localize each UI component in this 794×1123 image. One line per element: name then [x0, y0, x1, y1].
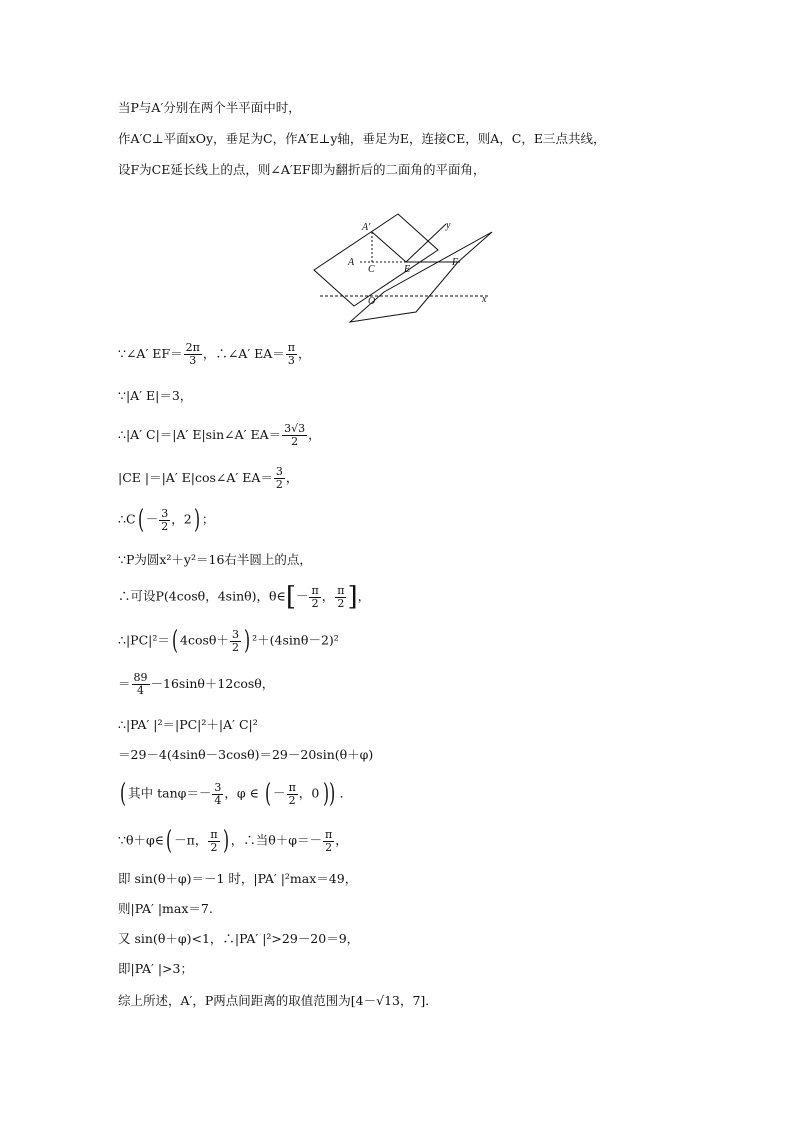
- text-line-1: 当P与A′分别在两个半平面中时，: [118, 100, 301, 115]
- fraction: [309, 585, 320, 610]
- seg: ，: [298, 346, 311, 361]
- seg: 4cosθ＋: [180, 632, 229, 648]
- text-line-6: [118, 423, 321, 448]
- paren: ): [243, 626, 251, 656]
- frac-den: 2: [337, 596, 345, 610]
- y-axis: [406, 224, 446, 262]
- seg: －16sinθ＋12cosθ，: [150, 676, 275, 691]
- seg: －π: [174, 832, 195, 848]
- seg: ，: [285, 470, 299, 485]
- label-a: A: [348, 257, 355, 268]
- frac-num: π: [287, 341, 296, 354]
- frac-den: 2: [231, 640, 239, 654]
- seg: ∴|A′ C|＝|A′ E|sin∠A′ EA＝: [118, 427, 282, 442]
- frac-num: π: [311, 583, 319, 597]
- frac-num: 89: [133, 671, 148, 684]
- seg: ∵θ＋φ∈: [118, 832, 164, 848]
- seg: ；: [201, 511, 215, 527]
- fraction: [282, 423, 307, 448]
- fraction: [274, 466, 285, 491]
- seg: ．: [339, 785, 353, 801]
- fraction: [287, 782, 298, 807]
- frac-num: 3√3: [284, 422, 306, 435]
- label-x: x: [482, 294, 487, 305]
- seg: ∴可设P(4cosθ，4sinθ)，θ∈: [118, 588, 286, 604]
- paren: ): [193, 505, 200, 535]
- fraction: [286, 342, 297, 367]
- fraction: [323, 829, 334, 854]
- seg: ，: [335, 832, 348, 848]
- seg: ，∴∠A′ EA＝: [202, 346, 285, 361]
- paren: (: [171, 626, 178, 656]
- seg: ，φ ∈: [224, 785, 259, 801]
- paren: (: [120, 779, 127, 809]
- text-line-20: 即|PA′ |>3；: [118, 961, 193, 976]
- seg: 0: [311, 785, 320, 801]
- text-line-16: ∵θ＋φ∈( －π， $\frac{\pi}{2}$ ) ，∴当θ＋φ＝－ $\frac{\pi}{2}$ ，: [118, 826, 348, 856]
- frac-den: 2: [325, 840, 333, 854]
- frac-den: 2: [161, 519, 169, 533]
- frac-num: π: [210, 827, 218, 841]
- text-line-5: ∵|A′ E|＝3，: [118, 388, 193, 403]
- seg: ∴C: [118, 511, 136, 527]
- text-line-4: [118, 342, 311, 367]
- frac-num: 2π: [185, 341, 200, 354]
- text-line-8: ∴C( － $\frac{3}{2}$ ，2) ；: [118, 505, 215, 535]
- fraction: [212, 782, 223, 807]
- frac-den: 3: [189, 354, 197, 367]
- frac-den: 2: [311, 596, 319, 610]
- fraction: [132, 672, 150, 697]
- paren: (: [137, 505, 144, 535]
- paren: ): [222, 826, 229, 856]
- seg: ²＋(4sinθ－2)²: [252, 632, 339, 648]
- seg: ，: [308, 427, 321, 442]
- label-e: E: [404, 264, 411, 275]
- seg: ∵∠A′ EF＝: [118, 346, 183, 361]
- bracket: [: [285, 582, 296, 612]
- geometry-figure: [310, 212, 500, 324]
- frac-den: 2: [210, 840, 218, 854]
- text-line-11: [118, 628, 339, 654]
- frac-den: 3: [287, 354, 295, 367]
- frac-den: 2: [288, 793, 296, 807]
- frac-num: π: [337, 583, 345, 597]
- frac-den: 4: [214, 793, 222, 807]
- fraction: [184, 342, 202, 367]
- label-a-prime: A′: [362, 222, 371, 233]
- label-y: y: [446, 220, 451, 231]
- fraction: [208, 829, 219, 854]
- fraction: [230, 629, 241, 654]
- label-c: C: [368, 264, 375, 275]
- seg: ，: [357, 588, 371, 604]
- fraction: [335, 585, 346, 610]
- segment-a1-e: [372, 232, 406, 262]
- text-line-19: 又 sin(θ＋φ)<1，∴|PA′ |²>29－20＝9，: [118, 931, 360, 946]
- paren: (: [166, 826, 173, 856]
- frac-den: 4: [137, 684, 145, 697]
- plane-base: [350, 232, 492, 322]
- paren: )): [323, 779, 336, 809]
- label-f: F: [452, 257, 459, 268]
- text-line-15: ( 其中 tanφ＝－ $\frac{3}{4}$ ，φ ∈ ( － $\frac{\pi}{2}$ ，0 )) ．: [120, 779, 353, 809]
- frac-num: π: [288, 780, 296, 794]
- label-o: O: [368, 296, 376, 307]
- frac-num: 3: [161, 506, 169, 520]
- text-line-2: 作A′C⊥平面xOy，垂足为C，作A′E⊥y轴，垂足为E，连接CE，则A，C，E三点共线，: [118, 131, 606, 146]
- text-line-18: 则|PA′ |max＝7.: [118, 901, 213, 916]
- text-line-3: 设F为CE延长线上的点，则∠A′EF即为翻折后的二面角的平面角，: [118, 162, 486, 177]
- frac-num: 3: [231, 627, 239, 641]
- text-line-10: ∴可设P(4cosθ，4sinθ)，θ∈[－ $\frac{\pi}{2}$ ， $\frac{\pi}{2}$ ]，: [118, 582, 371, 612]
- text-line-21: 综上所述，A′，P两点间距离的取值范围为[4－√13，7]．: [118, 993, 438, 1008]
- frac-den: 2: [291, 435, 299, 448]
- text-line-13: ∴|PA′ |²＝|PC|²＋|A′ C|²: [118, 717, 258, 732]
- seg: ∴|PC|²＝: [118, 632, 170, 648]
- frac-num: 3: [214, 780, 222, 794]
- text-line-7: [118, 466, 298, 491]
- seg: ，∴当θ＋φ＝－: [230, 832, 323, 848]
- text-line-14: ＝29－4(4sinθ－3cosθ)＝29－20sin(θ＋φ): [118, 747, 374, 762]
- seg: 2: [183, 511, 192, 527]
- seg: |CE |＝|A′ E|cos∠A′ EA＝: [118, 470, 273, 485]
- frac-num: 3: [275, 465, 283, 478]
- bracket: ]: [347, 582, 358, 612]
- paren: (: [264, 779, 272, 809]
- seg: 其中 tanφ＝－: [128, 785, 212, 801]
- plane-tilted: [314, 214, 438, 306]
- text-line-12: [118, 672, 274, 697]
- frac-den: 2: [275, 478, 283, 491]
- seg: ＝: [118, 676, 131, 691]
- text-line-17: 即 sin(θ＋φ)＝－1 时，|PA′ |²max＝49，: [118, 871, 358, 886]
- text-line-9: ∵P为圆x²＋y²＝16右半圆上的点，: [118, 552, 312, 567]
- frac-num: π: [325, 827, 333, 841]
- fraction: [159, 508, 170, 533]
